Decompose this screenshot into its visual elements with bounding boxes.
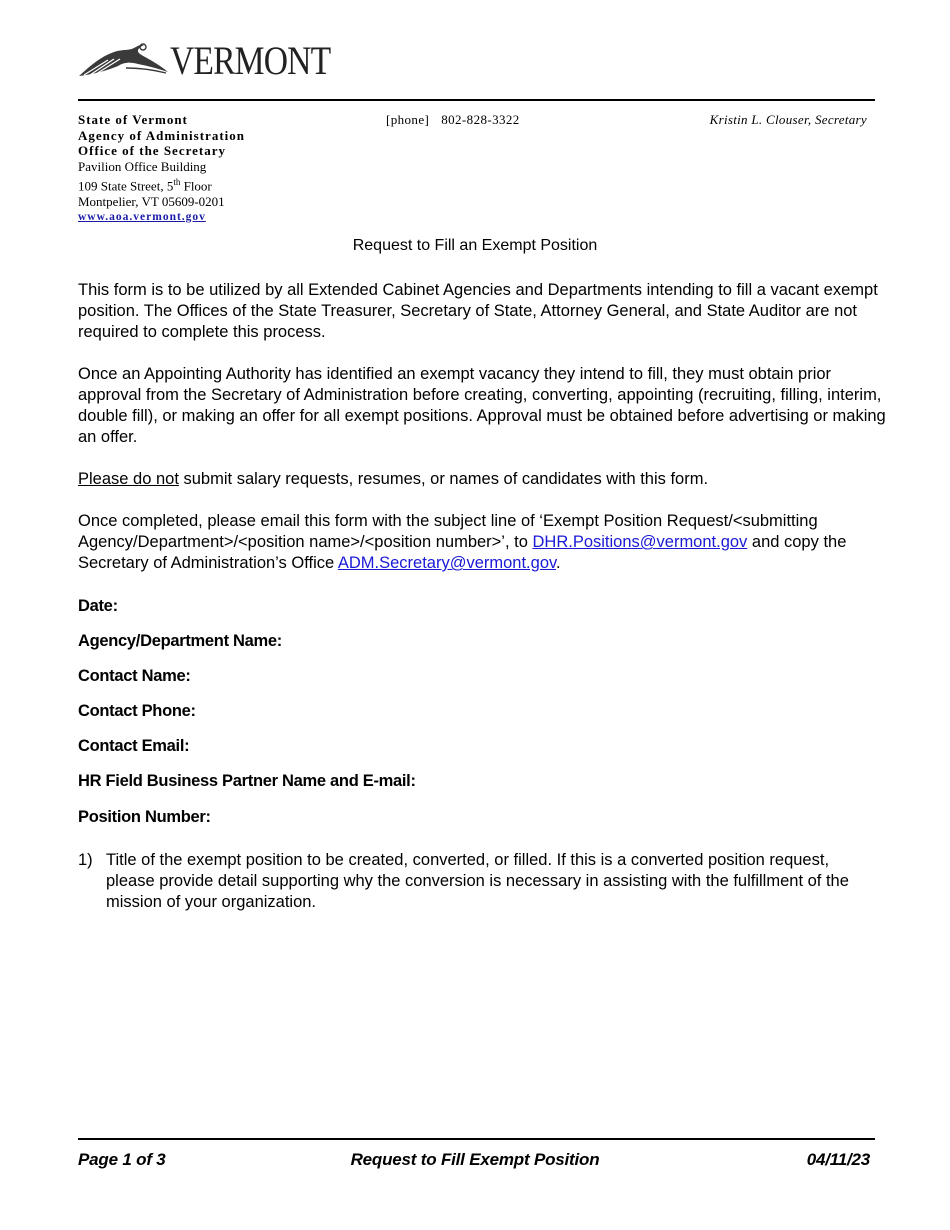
adm-email-link[interactable]: ADM.Secretary@vermont.gov: [337, 554, 557, 572]
letterhead-office: Office of the Secretary: [78, 143, 227, 159]
contact-phone-field-label: Contact Phone:: [78, 702, 196, 720]
approval-paragraph: Once an Appointing Authority has identified an exempt vacancy they intend to fill, they must obtain prior approval from the Secretary of Administration before creating, converting, appointing (recruiting, filling, interim, double fill), or making an offer for all exempt positions. Approval must be obtained before advertising or making an offer.: [78, 365, 886, 446]
question-text: Title of the exempt position to be created, converted, or filled. If this is a converted position request, please provide detail supporting why the conversion is necessary in assisting with the fulfillment of the mission of your organization.: [106, 851, 849, 911]
letterhead-street: 109 State Street, 5th Floor: [78, 176, 212, 194]
footer-date: 04/11/23: [806, 1150, 870, 1169]
submission-paragraph: Once completed, please email this form with the subject line of ‘Exempt Position Request/<submitting Agency/Department>/<position name>/<position number>’, to DHR.Positions@vermont.gov and copy the Secretary of Administration’s Office ADM.Secretary@vermont.gov.: [78, 512, 847, 572]
question-number: 1): [78, 851, 93, 869]
footer-divider: [78, 1138, 875, 1140]
warning-paragraph: Please do not submit salary requests, resumes, or names of candidates with this form.: [78, 470, 709, 488]
footer-page-number: Page 1 of 3: [78, 1150, 166, 1169]
warning-emphasis: Please do not: [78, 470, 179, 488]
letterhead-address: [78, 112, 245, 225]
date-field-label: Date:: [78, 597, 118, 615]
footer-title: Request to Fill Exempt Position: [350, 1150, 600, 1169]
header-divider: [78, 99, 875, 101]
letterhead-city: Montpelier, VT 05609-0201: [78, 193, 225, 209]
contact-email-field-label: Contact Email:: [78, 737, 190, 755]
hr-partner-field-label: HR Field Business Partner Name and E-mail:: [78, 772, 416, 790]
logo-wordmark: VERMONT: [170, 38, 331, 83]
website-link[interactable]: www.aoa.vermont.gov: [78, 210, 206, 223]
phone-label: [phone]: [386, 112, 430, 127]
intro-paragraph: This form is to be utilized by all Extended Cabinet Agencies and Departments intending to fill a vacant exempt position. The Offices of the State Treasurer, Secretary of State, Attorney General, and State Auditor are not required to complete this process.: [78, 281, 878, 341]
mountain-logo-icon: [78, 42, 170, 78]
dhr-email-link[interactable]: DHR.Positions@vermont.gov: [532, 533, 748, 551]
agency-field-label: Agency/Department Name:: [78, 632, 282, 650]
letterhead-state: State of Vermont: [78, 112, 188, 127]
letterhead-building: Pavilion Office Building: [78, 159, 207, 175]
position-number-field-label: Position Number:: [78, 808, 211, 826]
secretary-name: Kristin L. Clouser, Secretary: [709, 112, 867, 127]
document-title: Request to Fill an Exempt Position: [352, 237, 598, 254]
phone-contact: [386, 112, 520, 128]
phone-number: 802-828-3322: [441, 112, 520, 127]
vermont-logo: [78, 40, 338, 82]
letterhead-agency: Agency of Administration: [78, 127, 245, 143]
contact-name-field-label: Contact Name:: [78, 667, 191, 685]
